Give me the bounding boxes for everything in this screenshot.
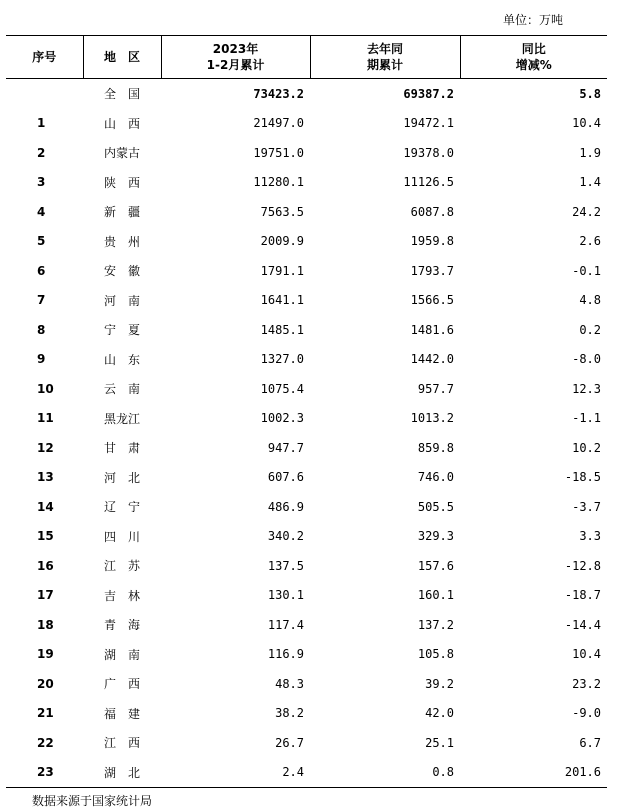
row-region: 江 苏 bbox=[103, 559, 140, 574]
row-change: -0.1 bbox=[572, 263, 601, 278]
table-row bbox=[6, 227, 607, 257]
row-index: 3 bbox=[37, 175, 46, 190]
total-row bbox=[6, 79, 607, 109]
row-region: 山 东 bbox=[103, 352, 140, 367]
row-current: 137.5 bbox=[267, 558, 304, 573]
row-current: 38.2 bbox=[275, 706, 304, 721]
row-change: 10.4 bbox=[572, 647, 601, 662]
table-row bbox=[6, 463, 607, 493]
row-index: 13 bbox=[37, 470, 54, 485]
row-region: 内蒙古 bbox=[103, 146, 140, 161]
row-index: 8 bbox=[37, 322, 46, 337]
row-region: 甘 肃 bbox=[103, 441, 140, 456]
table-row bbox=[6, 138, 607, 168]
header-previous: 去年同 期累计 bbox=[310, 36, 460, 79]
header-row bbox=[6, 36, 607, 79]
row-index: 6 bbox=[37, 263, 46, 278]
row-region: 陕 西 bbox=[103, 175, 140, 190]
row-region: 贵 州 bbox=[103, 234, 140, 249]
table-row bbox=[6, 404, 607, 434]
row-region: 云 南 bbox=[103, 382, 140, 397]
row-current: 2.4 bbox=[161, 758, 310, 788]
row-current: 21497.0 bbox=[253, 116, 304, 131]
row-previous: 859.8 bbox=[417, 440, 454, 455]
row-change: -1.1 bbox=[572, 411, 601, 426]
row-index: 12 bbox=[37, 440, 54, 455]
table-row bbox=[6, 256, 607, 286]
row-region: 四 川 bbox=[103, 529, 140, 544]
row-previous: 69387.2 bbox=[403, 86, 454, 101]
row-previous: 1793.7 bbox=[410, 263, 454, 278]
row-region: 宁 夏 bbox=[103, 323, 140, 338]
row-index: 17 bbox=[37, 588, 54, 603]
table-row bbox=[6, 168, 607, 198]
row-region: 山 西 bbox=[103, 116, 140, 131]
row-current: 1075.4 bbox=[260, 381, 304, 396]
table-row bbox=[6, 522, 607, 552]
row-index: 7 bbox=[37, 293, 46, 308]
row-index: 11 bbox=[37, 411, 54, 426]
row-index: 19 bbox=[37, 647, 54, 662]
row-current: 117.4 bbox=[267, 617, 304, 632]
row-region: 广 西 bbox=[103, 677, 140, 692]
row-previous: 6087.8 bbox=[410, 204, 454, 219]
row-current: 1327.0 bbox=[260, 352, 304, 367]
row-index: 2 bbox=[37, 145, 46, 160]
unit-label: 单位：万吨 bbox=[503, 13, 564, 27]
row-current: 607.6 bbox=[267, 470, 304, 485]
row-index: 23 bbox=[6, 758, 83, 788]
row-region: 辽 宁 bbox=[103, 500, 140, 515]
table-row bbox=[6, 315, 607, 345]
row-region: 黑龙江 bbox=[103, 411, 140, 426]
row-region: 湖 南 bbox=[103, 647, 140, 662]
row-current: 116.9 bbox=[267, 647, 304, 662]
row-previous: 19378.0 bbox=[403, 145, 454, 160]
row-change: 2.6 bbox=[579, 234, 601, 249]
row-index: 4 bbox=[37, 204, 46, 219]
row-region: 全 国 bbox=[103, 87, 140, 102]
row-previous: 11126.5 bbox=[403, 175, 454, 190]
table-row bbox=[6, 640, 607, 670]
row-previous: 137.2 bbox=[417, 617, 454, 632]
row-previous: 505.5 bbox=[417, 499, 454, 514]
row-index: 21 bbox=[37, 706, 54, 721]
row-previous: 746.0 bbox=[417, 470, 454, 485]
row-change: 1.4 bbox=[579, 175, 601, 190]
row-change: 5.8 bbox=[579, 86, 601, 101]
table-row bbox=[6, 433, 607, 463]
row-index: 20 bbox=[37, 676, 54, 691]
row-change: -3.7 bbox=[572, 499, 601, 514]
row-current: 1791.1 bbox=[260, 263, 304, 278]
row-previous: 1013.2 bbox=[410, 411, 454, 426]
row-change: 24.2 bbox=[572, 204, 601, 219]
row-index: 18 bbox=[37, 617, 54, 632]
table-row bbox=[6, 728, 607, 758]
row-change: 1.9 bbox=[579, 145, 601, 160]
row-region: 湖 北 bbox=[83, 758, 161, 788]
row-change: 10.4 bbox=[572, 116, 601, 131]
row-current: 2009.9 bbox=[260, 234, 304, 249]
row-current: 947.7 bbox=[267, 440, 304, 455]
row-current: 11280.1 bbox=[253, 175, 304, 190]
row-current: 48.3 bbox=[275, 676, 304, 691]
header-region: 地 区 bbox=[83, 36, 161, 79]
row-previous: 1959.8 bbox=[410, 234, 454, 249]
row-change: -18.7 bbox=[564, 588, 601, 603]
row-index: 16 bbox=[37, 558, 54, 573]
row-change: 3.3 bbox=[579, 529, 601, 544]
row-previous: 1566.5 bbox=[410, 293, 454, 308]
row-previous: 25.1 bbox=[425, 735, 454, 750]
row-change: -12.8 bbox=[564, 558, 601, 573]
table-row bbox=[6, 345, 607, 375]
row-region: 河 南 bbox=[103, 293, 140, 308]
table-row bbox=[6, 551, 607, 581]
table-row bbox=[6, 699, 607, 729]
header-change: 同比 增减% bbox=[460, 36, 607, 79]
row-index: 14 bbox=[37, 499, 54, 514]
row-current: 73423.2 bbox=[253, 86, 304, 101]
row-current: 340.2 bbox=[267, 529, 304, 544]
row-change: 201.6 bbox=[460, 758, 607, 788]
row-previous: 42.0 bbox=[425, 706, 454, 721]
row-region: 吉 林 bbox=[103, 588, 140, 603]
row-region: 江 西 bbox=[103, 736, 140, 751]
coal-production-table bbox=[6, 35, 607, 788]
row-index: 10 bbox=[37, 381, 54, 396]
row-current: 1641.1 bbox=[260, 293, 304, 308]
table-row bbox=[6, 610, 607, 640]
table-row bbox=[6, 109, 607, 139]
row-change: 6.7 bbox=[579, 735, 601, 750]
row-previous: 157.6 bbox=[417, 558, 454, 573]
row-current: 1002.3 bbox=[260, 411, 304, 426]
row-index: 15 bbox=[37, 529, 54, 544]
row-previous: 105.8 bbox=[417, 647, 454, 662]
row-previous: 1442.0 bbox=[410, 352, 454, 367]
row-change: 23.2 bbox=[572, 676, 601, 691]
row-region: 河 北 bbox=[103, 470, 140, 485]
row-change: 10.2 bbox=[572, 440, 601, 455]
row-change: 12.3 bbox=[572, 381, 601, 396]
row-previous: 19472.1 bbox=[403, 116, 454, 131]
row-index: 1 bbox=[37, 116, 46, 131]
row-previous: 0.8 bbox=[310, 758, 460, 788]
table-row bbox=[6, 669, 607, 699]
table-row bbox=[6, 374, 607, 404]
source-note: 数据来源于国家统计局 bbox=[32, 794, 153, 808]
row-change: -8.0 bbox=[572, 352, 601, 367]
row-current: 1485.1 bbox=[260, 322, 304, 337]
row-previous: 160.1 bbox=[417, 588, 454, 603]
row-index: 9 bbox=[37, 352, 46, 367]
table-row bbox=[6, 492, 607, 522]
row-change: 4.8 bbox=[579, 293, 601, 308]
row-index: 5 bbox=[37, 234, 46, 249]
row-region: 青 海 bbox=[103, 618, 140, 633]
header-current: 2023年 1-2月累计 bbox=[161, 36, 310, 79]
row-change: -18.5 bbox=[564, 470, 601, 485]
row-current: 7563.5 bbox=[260, 204, 304, 219]
table-row bbox=[6, 197, 607, 227]
row-previous: 957.7 bbox=[417, 381, 454, 396]
row-current: 130.1 bbox=[267, 588, 304, 603]
row-current: 486.9 bbox=[267, 499, 304, 514]
row-current: 19751.0 bbox=[253, 145, 304, 160]
row-index: 22 bbox=[37, 735, 54, 750]
table-row bbox=[6, 286, 607, 316]
table-row bbox=[6, 581, 607, 611]
row-region: 安 徽 bbox=[103, 264, 140, 279]
row-index bbox=[6, 79, 83, 109]
row-previous: 39.2 bbox=[425, 676, 454, 691]
row-current: 26.7 bbox=[275, 735, 304, 750]
row-change: 0.2 bbox=[579, 322, 601, 337]
row-region: 福 建 bbox=[103, 706, 140, 721]
row-region: 新 疆 bbox=[103, 205, 140, 220]
row-previous: 329.3 bbox=[417, 529, 454, 544]
row-change: -9.0 bbox=[572, 706, 601, 721]
header-index: 序号 bbox=[6, 36, 83, 79]
row-change: -14.4 bbox=[564, 617, 601, 632]
row-previous: 1481.6 bbox=[410, 322, 454, 337]
table-row bbox=[6, 758, 607, 788]
